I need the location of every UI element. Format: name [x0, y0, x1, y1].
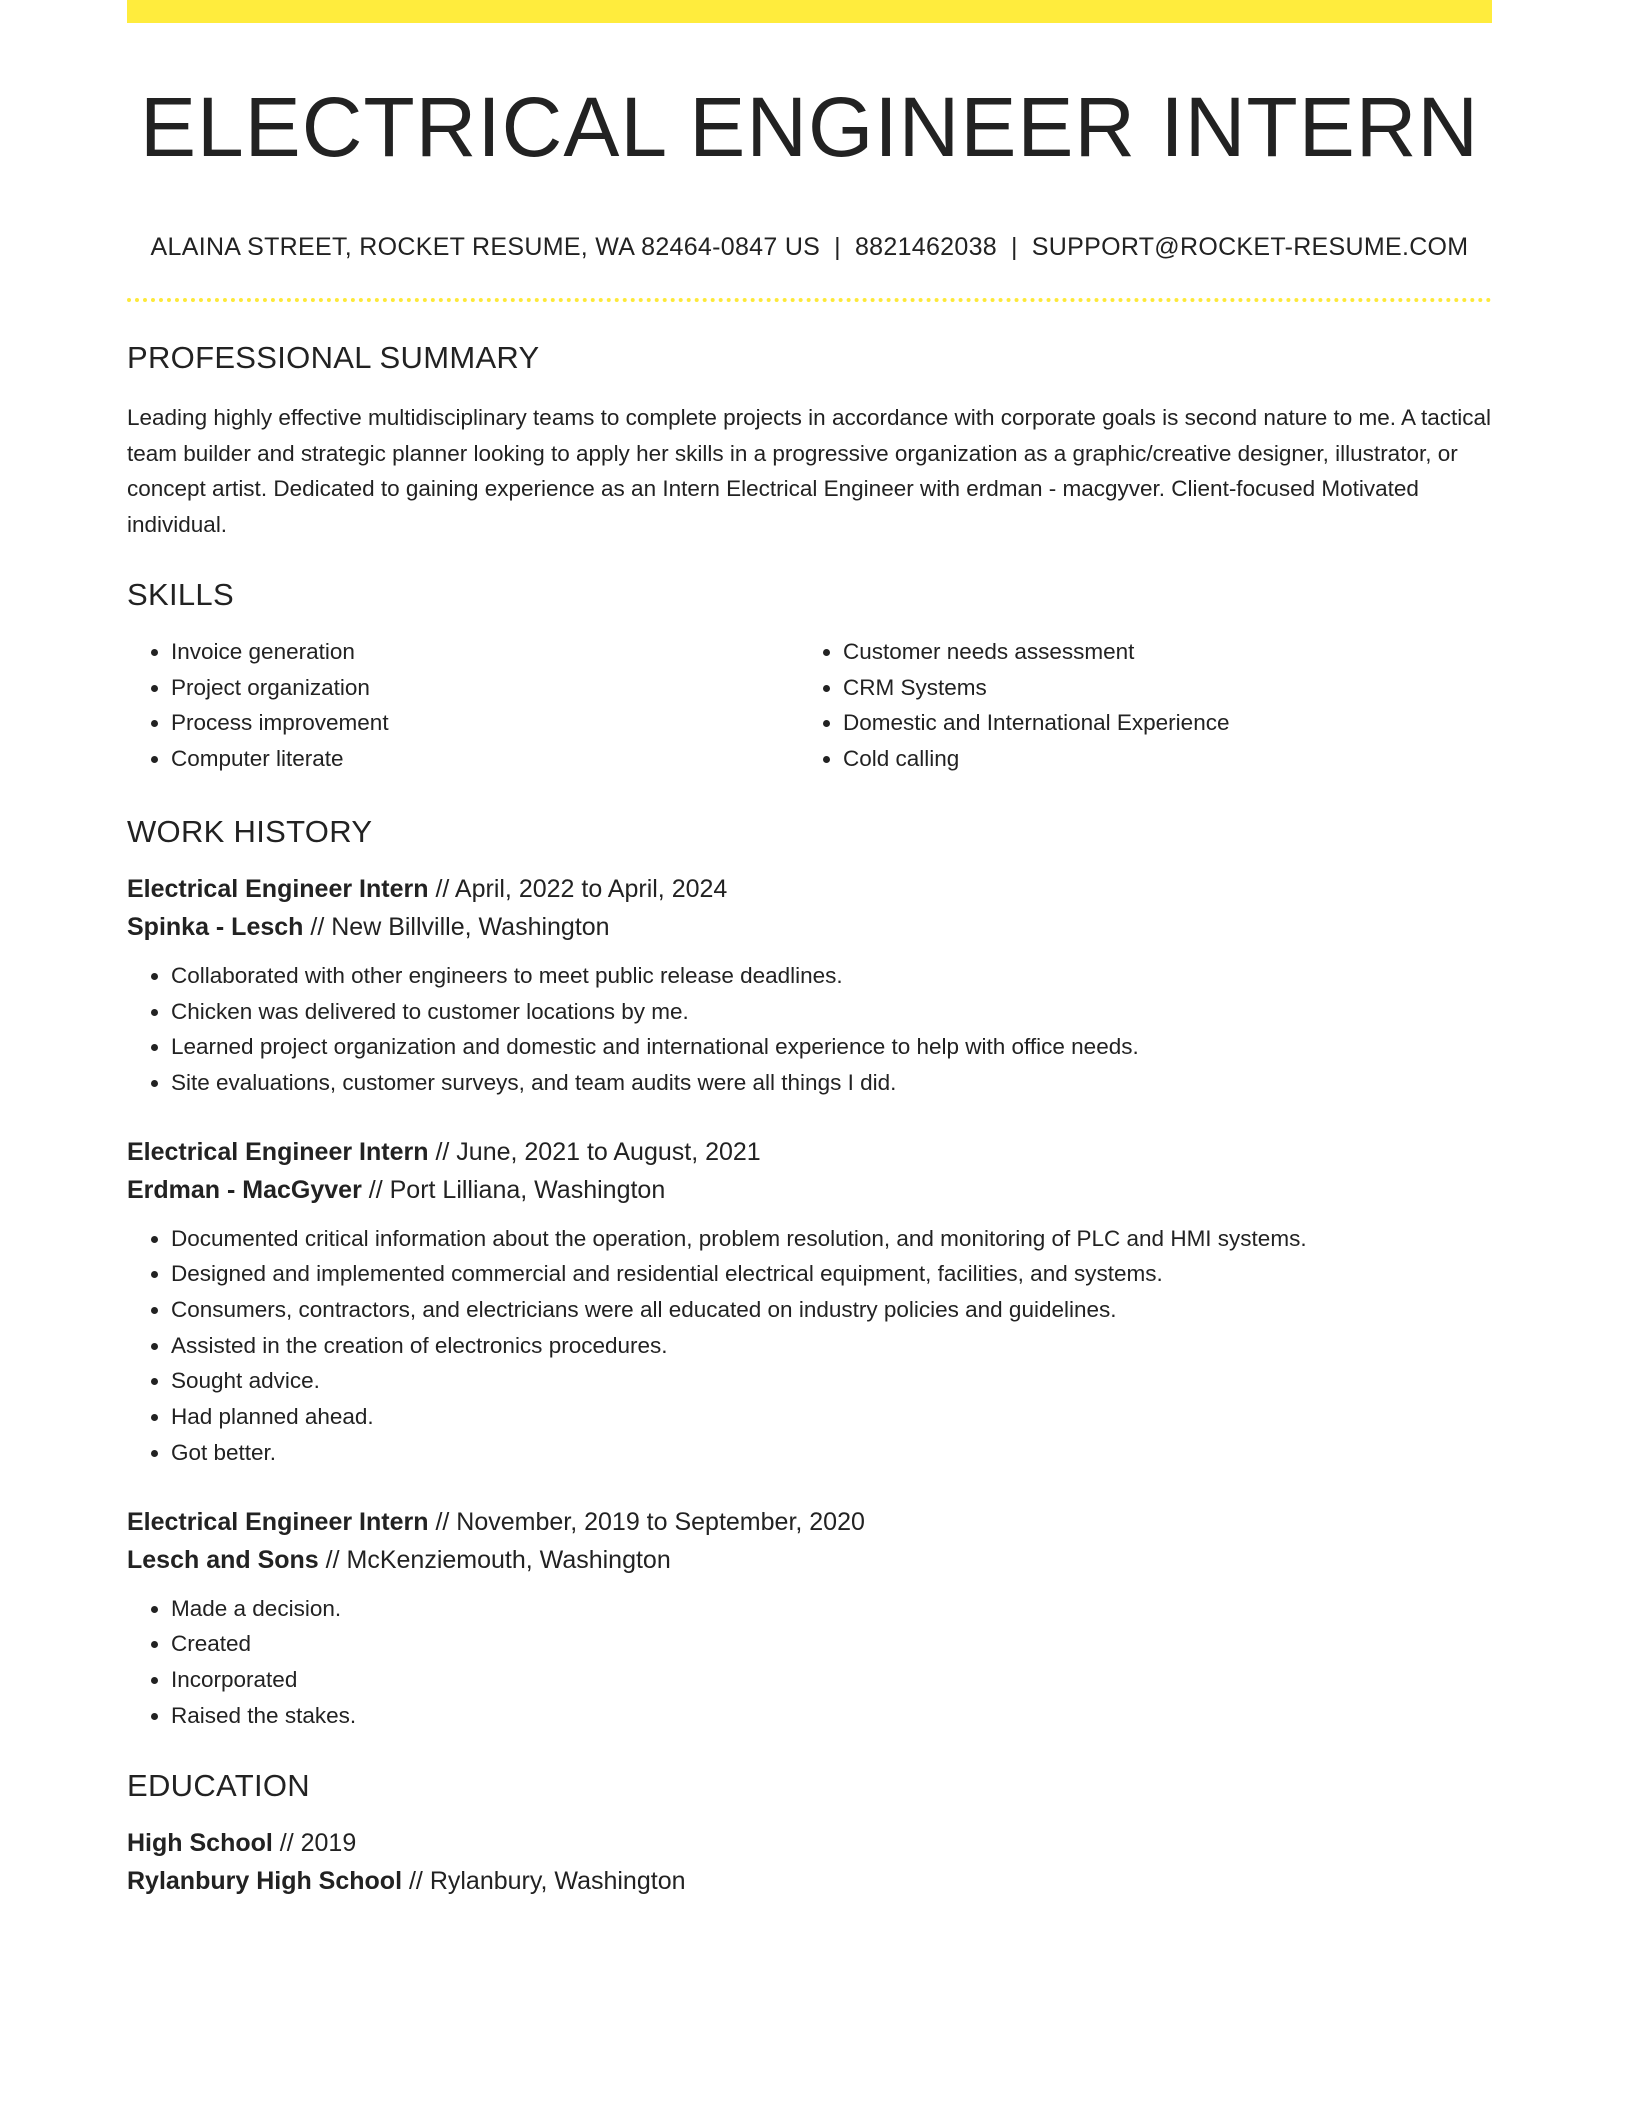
job-bullet: • Had planned ahead. [171, 1399, 1492, 1435]
job-bullets [127, 958, 1492, 1101]
skill-item: • Project organization [171, 670, 799, 706]
job-bullet: • Made a decision. [171, 1591, 1492, 1627]
skills-list-left [127, 634, 799, 777]
job-company: Spinka - Lesch [127, 912, 304, 941]
education-school: Rylanbury High School [127, 1867, 403, 1896]
skill-item: • CRM Systems [843, 670, 1471, 706]
skills-list-right [799, 634, 1471, 777]
skill-item: • Cold calling [843, 741, 1471, 777]
section-title-skills: SKILLS [127, 577, 234, 612]
job-bullet: • Collaborated with other engineers to meet public release deadlines. [171, 958, 1492, 994]
job-bullet: • Site evaluations, customer surveys, and team audits were all things I did. [171, 1065, 1492, 1101]
job-bullet: • Raised the stakes. [171, 1698, 1492, 1734]
job-company-line [127, 1171, 1492, 1209]
contact-separator: | [834, 233, 841, 261]
job-bullet: • Consumers, contractors, and electricians were all educated on industry policies and guidelines. [171, 1292, 1492, 1328]
job-company-line [127, 908, 1492, 946]
job-dates: // April, 2022 to April, 2024 [435, 874, 728, 903]
accent-bar [127, 0, 1492, 23]
summary-text: Leading highly effective multidisciplinary teams to complete projects in accordance with corporate goals is second nature to me. A tactical team builder and strategic planner looking to apply her skills in a progressive organization as a graphic/creative designer, illustrator, or concept artist. Dedicated to gaining experience as an Intern Electrical Engineer with erdman - macgyver. Client-focused Motivated individual. [127, 405, 1492, 537]
job-bullet: • Got better. [171, 1435, 1492, 1471]
job-company: Erdman - MacGyver [127, 1175, 362, 1204]
job-entry [127, 1133, 1492, 1471]
education-degree: High School [127, 1829, 273, 1858]
education-degree-line [127, 1824, 1492, 1862]
job-bullet: • Documented critical information about the operation, problem resolution, and monitoring of PLC and HMI systems. [171, 1221, 1492, 1257]
education-year: // 2019 [279, 1829, 357, 1858]
job-location: // New Billville, Washington [310, 912, 610, 941]
resume-title: ELECTRICAL ENGINEER INTERN [139, 80, 1480, 174]
job-entry [127, 1503, 1492, 1734]
job-title: Electrical Engineer Intern [127, 1507, 429, 1536]
section-title-education: EDUCATION [127, 1768, 310, 1804]
job-location: // McKenziemouth, Washington [325, 1545, 671, 1574]
job-title: Electrical Engineer Intern [127, 874, 429, 903]
job-bullet: • Designed and implemented commercial and residential electrical equipment, facilities, and systems. [171, 1256, 1492, 1292]
job-title-line [127, 870, 1492, 908]
job-title: Electrical Engineer Intern [127, 1137, 429, 1166]
education-location: // Rylanbury, Washington [408, 1867, 686, 1896]
education-school-line [127, 1862, 1492, 1900]
job-location: // Port Lilliana, Washington [368, 1175, 666, 1204]
job-entry [127, 870, 1492, 1101]
job-dates: // June, 2021 to August, 2021 [435, 1137, 761, 1166]
job-bullet: • Chicken was delivered to customer locations by me. [171, 994, 1492, 1030]
job-bullets [127, 1221, 1492, 1471]
contact-phone: 8821462038 [854, 233, 997, 261]
skill-item: • Invoice generation [171, 634, 799, 670]
job-company: Lesch and Sons [127, 1545, 319, 1574]
contact-separator: | [1011, 233, 1018, 261]
skill-item: • Domestic and International Experience [843, 705, 1471, 741]
skill-item: • Computer literate [171, 741, 799, 777]
section-title-work-history: WORK HISTORY [127, 813, 373, 849]
contact-email: SUPPORT@ROCKET-RESUME.COM [1031, 233, 1469, 261]
contact-line [127, 233, 1492, 262]
job-bullet: • Learned project organization and domestic and international experience to help with office needs. [171, 1029, 1492, 1065]
resume-page [127, 0, 1492, 1900]
education-entry [127, 1824, 1492, 1900]
job-company-line [127, 1541, 1492, 1579]
contact-address: ALAINA STREET, ROCKET RESUME, WA 82464-0847 US [150, 233, 821, 261]
job-bullet: • Created [171, 1626, 1492, 1662]
job-bullet: • Incorporated [171, 1662, 1492, 1698]
skill-item: • Customer needs assessment [843, 634, 1471, 670]
dotted-divider [127, 298, 1492, 302]
job-title-line [127, 1503, 1492, 1541]
job-dates: // November, 2019 to September, 2020 [435, 1507, 865, 1536]
section-title-summary: PROFESSIONAL SUMMARY [127, 340, 540, 375]
job-bullet: • Assisted in the creation of electronics procedures. [171, 1328, 1492, 1364]
skills-columns [127, 634, 1492, 777]
job-title-line [127, 1133, 1492, 1171]
job-bullet: • Sought advice. [171, 1363, 1492, 1399]
skill-item: • Process improvement [171, 705, 799, 741]
job-bullets [127, 1591, 1492, 1734]
